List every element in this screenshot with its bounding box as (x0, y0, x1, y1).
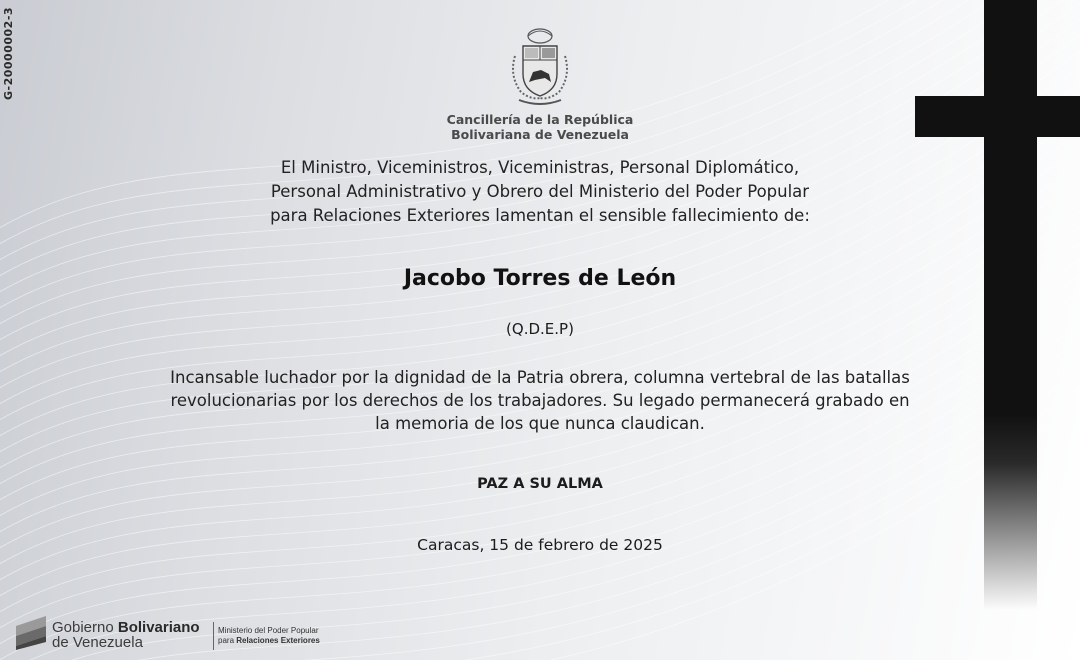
gov-prefix: Gobierno (52, 619, 118, 636)
mourning-cross-bar (915, 96, 1080, 137)
coat-of-arms-icon (505, 26, 575, 110)
tribute-line-1: Incansable luchador por la dignidad de la Patria obrera, columna vertebral de las batallas (170, 368, 910, 387)
intro-line-1: El Ministro, Viceministros, Viceministras, Personal Diplomático, (280, 158, 800, 177)
intro-paragraph (200, 156, 880, 228)
tribute-line-3: la memoria de los que nunca claudican. (375, 414, 705, 433)
footer-divider (213, 622, 214, 650)
ministry-line-1: Ministerio del Poder Popular (218, 626, 319, 635)
ministry-bold: Relaciones Exteriores (236, 636, 320, 645)
qdep-label: (Q.D.E.P) (506, 320, 574, 338)
gov-bold: Bolivariano (117, 619, 200, 636)
gov-line-2: de Venezuela (52, 634, 143, 651)
institution-line-1: Cancillería de la República (446, 112, 634, 127)
mourning-cross-icon (984, 0, 1037, 610)
tribute-line-2: revolucionarias por los derechos de los trabajadores. Su legado permanecerá grabado en (170, 391, 910, 410)
deceased-name: Jacobo Torres de León (403, 266, 677, 291)
tribute-paragraph (150, 366, 930, 435)
intro-line-3: para Relaciones Exteriores lamentan el sensible fallecimiento de: (270, 206, 810, 225)
ministry-logo-text (218, 626, 320, 646)
closing-phrase: PAZ A SU ALMA (477, 476, 603, 492)
institution-line-2: Bolivariana de Venezuela (451, 127, 629, 142)
intro-line-2: Personal Administrativo y Obrero del Ministerio del Poder Popular (270, 182, 810, 201)
flag-icon (14, 612, 48, 650)
document-code: G-20000002-3 (2, 6, 15, 100)
place-and-date: Caracas, 15 de febrero de 2025 (417, 536, 663, 554)
institution-name (380, 112, 700, 142)
ministry-prefix: para (218, 636, 237, 645)
government-logo-text (52, 620, 200, 650)
